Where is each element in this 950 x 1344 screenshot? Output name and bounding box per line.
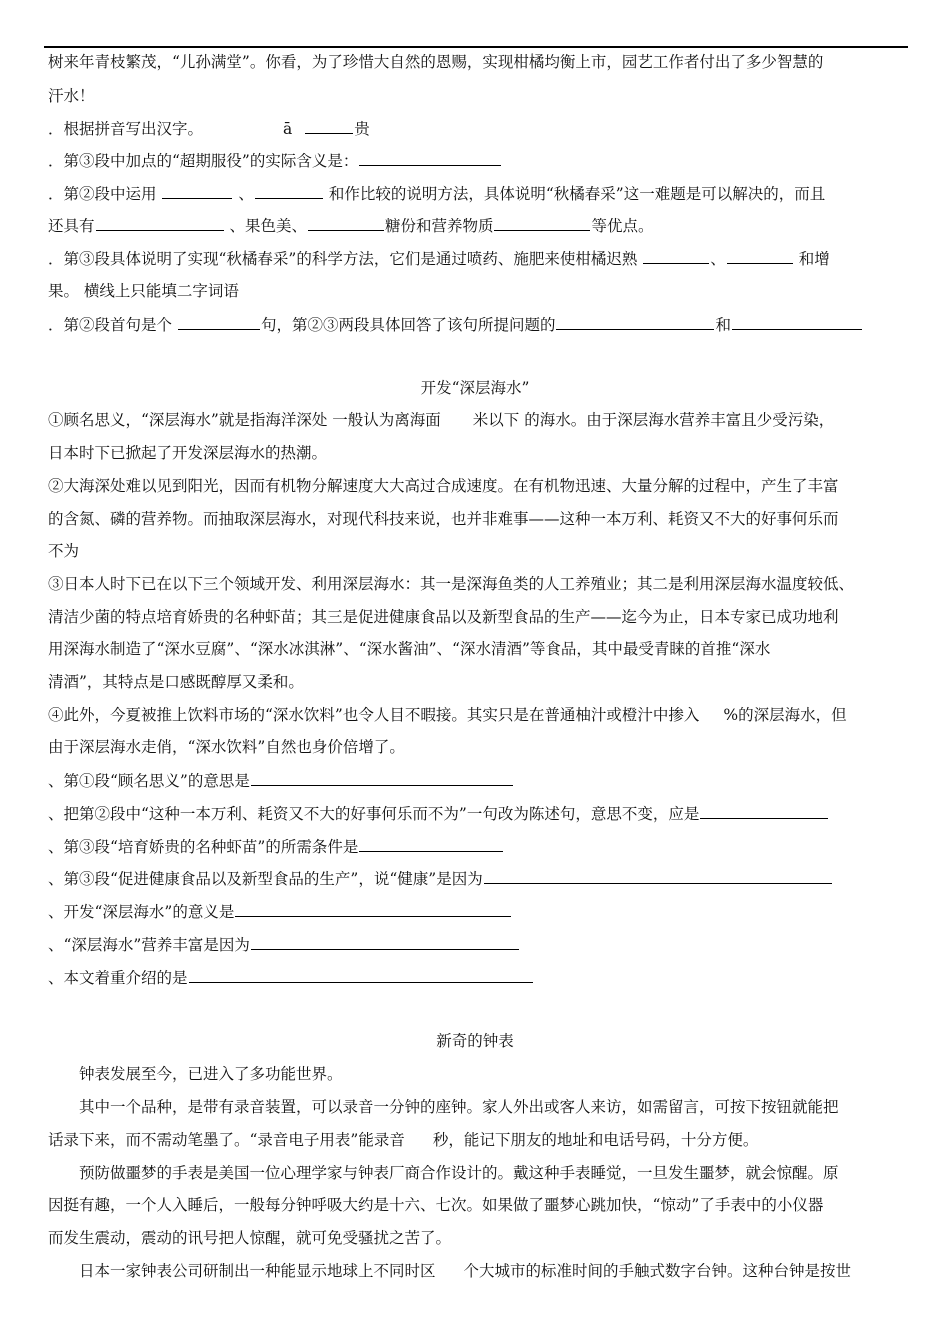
p2-para2-line3: 不为 bbox=[48, 542, 80, 560]
passage-3-title: 新奇的钟表 bbox=[436, 1032, 514, 1050]
p2-para3-line4: 清酒”，其特点是口感既醇厚又柔和。 bbox=[48, 673, 304, 691]
p2-question-4: 、第③段“促进健康食品以及新型食品的生产”，说“健康”是因为 bbox=[48, 868, 833, 889]
p1-line-1: 树来年青枝繁茂，“儿孙满堂”。你看，为了珍惜大自然的恩赐，实现柑橘均衡上市，园艺工作者付出了多少智慧的 bbox=[48, 53, 824, 71]
p2-question-3: 、第③段“培育娇贵的名种虾苗”的所需条件是 bbox=[48, 836, 504, 857]
p3-line-6: 而发生震动，震动的讯号把人惊醒，就可免受骚扰之苦了。 bbox=[48, 1229, 452, 1247]
p3-line-3: 话录下来，而不需动笔墨了。“录音电子用表”能录音 秒，能记下朋友的地址和电话号码，十分方便。 bbox=[48, 1131, 759, 1149]
answer-blank[interactable] bbox=[643, 248, 709, 264]
answer-blank[interactable] bbox=[255, 183, 323, 199]
p2-para3-line2: 清洁少菌的特点培育娇贵的名种虾苗；其三是促进健康食品以及新型食品的生产——迄今为止，日本专家已成功地利 bbox=[48, 608, 839, 626]
p3-line-7: 日本一家钟表公司研制出一种能显示地球上不同时区 个大城市的标准时间的手触式数字台钟。这种台钟是按世 bbox=[79, 1262, 852, 1280]
p3-line-1: 钟表发展至今，已进入了多功能世界。 bbox=[79, 1065, 343, 1083]
answer-blank[interactable] bbox=[484, 868, 832, 884]
p1-question-1: ．根据拼音写出汉字。 ā 贵 bbox=[48, 120, 370, 138]
answer-blank[interactable] bbox=[556, 314, 714, 330]
p3-line-4: 预防做噩梦的手表是美国一位心理学家与钟表厂商合作设计的。戴这种手表睡觉，一旦发生噩梦，就会惊醒。原 bbox=[79, 1164, 839, 1182]
answer-blank[interactable] bbox=[732, 314, 862, 330]
p1-line-2: 汗水！ bbox=[48, 87, 95, 105]
p1-question-5: ．第②段首句是个 句，第②③两段具体回答了该句所提问题的 和 bbox=[48, 314, 863, 335]
p3-line-2: 其中一个品种，是带有录音装置，可以录音一分钟的座钟。家人外出或客人来访，如需留言，可按下按钮就能把 bbox=[79, 1098, 839, 1116]
answer-blank[interactable] bbox=[359, 836, 503, 852]
answer-blank[interactable] bbox=[700, 803, 828, 819]
answer-blank[interactable] bbox=[727, 248, 793, 264]
p2-question-1: 、第①段“顾名思义”的意思是 bbox=[48, 770, 514, 791]
p1-question-4-cont: 果。 横线上只能填二字词语 bbox=[48, 282, 239, 300]
answer-blank[interactable] bbox=[96, 215, 224, 231]
p2-question-2: 、把第②段中“这种一本万利、耗资又不大的好事何乐而不为”一句改为陈述句，意思不变，应是 bbox=[48, 803, 829, 824]
answer-blank[interactable] bbox=[251, 934, 519, 950]
p2-para1-line2: 日本时下已掀起了开发深层海水的热潮。 bbox=[48, 444, 328, 462]
p1-question-4: ．第③段具体说明了实现“秋橘春采”的科学方法，它们是通过喷药、施肥来使柑橘迟熟 、 和增 bbox=[48, 250, 830, 268]
p2-para4-line1: ④此外，今夏被推上饮料市场的“深水饮料”也令人目不暇接。其实只是在普通柚汁或橙汁中掺入 %的深层海水，但 bbox=[48, 706, 847, 724]
top-rule bbox=[44, 46, 908, 48]
p2-para1-line1: ①顾名思义，“深层海水”就是指海洋深处 一般认为离海面 米以下 的海水。由于深层海水营养丰富且少受污染， bbox=[48, 411, 835, 429]
p1-question-2: ．第③段中加点的“超期服役”的实际含义是： bbox=[48, 150, 502, 171]
answer-blank[interactable] bbox=[251, 770, 513, 786]
p1-question-3-cont: 还具有 、果色美、 糖份和营养物质 等优点。 bbox=[48, 217, 654, 235]
answer-blank[interactable] bbox=[494, 215, 590, 231]
answer-blank[interactable] bbox=[305, 118, 353, 134]
p2-para2-line2: 的含氮、磷的营养物。而抽取深层海水，对现代科技来说，也并非难事——这种一本万利、耗资又不大的好事何乐而 bbox=[48, 510, 839, 528]
p2-para3-line1: ③日本人时下已在以下三个领域开发、利用深层海水：其一是深海鱼类的人工养殖业；其二是利用深层海水温度较低、 bbox=[48, 575, 855, 593]
p2-para4-line2: 由于深层海水走俏，“深水饮料”自然也身价倍增了。 bbox=[48, 738, 405, 756]
answer-blank[interactable] bbox=[235, 901, 511, 917]
answer-blank[interactable] bbox=[162, 183, 232, 199]
p2-para2-line1: ②大海深处难以见到阳光，因而有机物分解速度大大高过合成速度。在有机物迅速、大量分解的过程中，产生了丰富 bbox=[48, 477, 839, 495]
p2-para3-line3: 用深海水制造了“深水豆腐”、“深水冰淇淋”、“深水酱油”、“深水清酒”等食品，其中最受青睐的首推“深水 bbox=[48, 640, 771, 658]
p2-question-6: 、“深层海水”营养丰富是因为 bbox=[48, 934, 520, 955]
answer-blank[interactable] bbox=[359, 150, 501, 166]
p2-question-5: 、开发“深层海水”的意义是 bbox=[48, 901, 512, 922]
passage-2-title: 开发“深层海水” bbox=[420, 379, 530, 397]
answer-blank[interactable] bbox=[178, 314, 260, 330]
p3-line-5: 因挺有趣，一个人入睡后，一般每分钟呼吸大约是十六、七次。如果做了噩梦心跳加快，“惊动”了手表中的小仪器 bbox=[48, 1196, 824, 1214]
p1-question-3: ．第②段中运用 、 和作比较的说明方法，具体说明“秋橘春采”这一难题是可以解决的，而且 bbox=[48, 185, 826, 203]
answer-blank[interactable] bbox=[308, 215, 384, 231]
p2-question-7: 、本文着重介绍的是 bbox=[48, 967, 534, 988]
answer-blank[interactable] bbox=[189, 967, 533, 983]
